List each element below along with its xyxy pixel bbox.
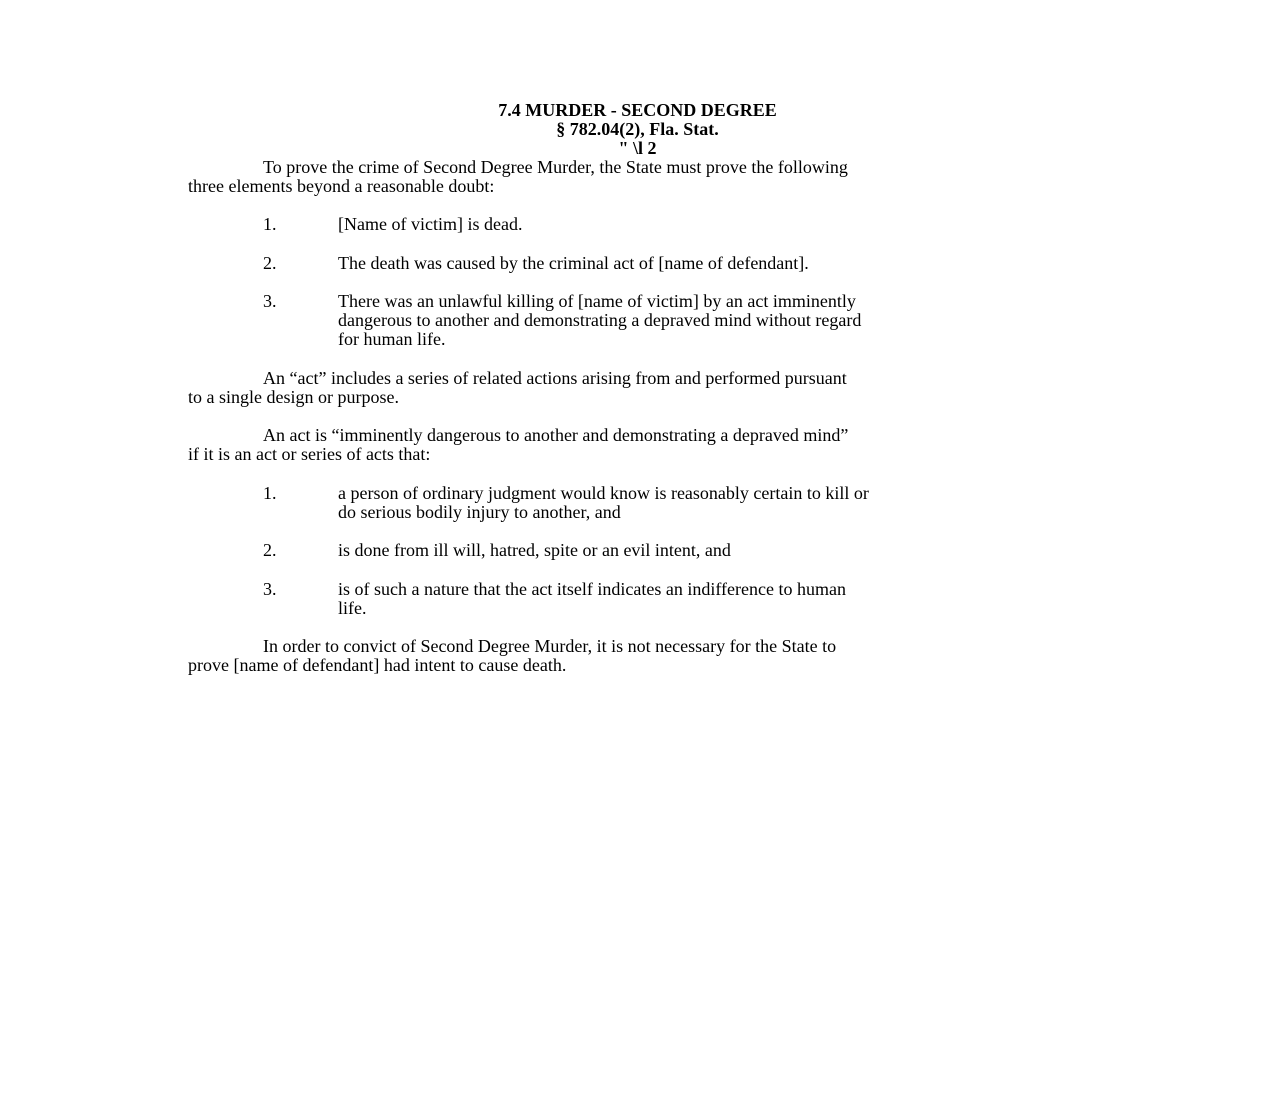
- element-number: 2.: [263, 253, 277, 273]
- criterion-text: life.: [338, 598, 367, 618]
- element-text: for human life.: [338, 329, 446, 349]
- intro-line: To prove the crime of Second Degree Murder, the State must prove the following: [263, 157, 848, 177]
- element-text: dangerous to another and demonstrating a depraved mind without regard: [338, 310, 862, 330]
- element-number: 3.: [263, 291, 277, 311]
- element-text: The death was caused by the criminal act of [name of defendant].: [338, 253, 809, 273]
- criterion-number: 2.: [263, 540, 277, 560]
- conclusion-line: In order to convict of Second Degree Murder, it is not necessary for the State to: [263, 636, 837, 656]
- element-text: There was an unlawful killing of [name of victim] by an act imminently: [338, 291, 856, 311]
- statute-citation: § 782.04(2), Fla. Stat.: [556, 119, 719, 139]
- element-text: [Name of victim] is dead.: [338, 214, 523, 234]
- element-number: 1.: [263, 214, 277, 234]
- criterion-text: do serious bodily injury to another, and: [338, 502, 621, 522]
- marker-text: " \l 2: [618, 138, 657, 158]
- conclusion-line: prove [name of defendant] had intent to cause death.: [188, 655, 567, 675]
- dangerous-definition-line: if it is an act or series of acts that:: [188, 444, 431, 464]
- page-title: 7.4 MURDER - SECOND DEGREE: [498, 100, 777, 120]
- act-definition-line: An “act” includes a series of related actions arising from and performed pursuant: [263, 368, 847, 388]
- criterion-text: is of such a nature that the act itself indicates an indifference to human: [338, 579, 846, 599]
- dangerous-definition-line: An act is “imminently dangerous to another and demonstrating a depraved mind”: [263, 425, 849, 445]
- criterion-text: a person of ordinary judgment would know is reasonably certain to kill or: [338, 483, 869, 503]
- intro-line: three elements beyond a reasonable doubt:: [188, 176, 495, 196]
- criterion-text: is done from ill will, hatred, spite or an evil intent, and: [338, 540, 731, 560]
- criterion-number: 3.: [263, 579, 277, 599]
- act-definition-line: to a single design or purpose.: [188, 387, 399, 407]
- criterion-number: 1.: [263, 483, 277, 503]
